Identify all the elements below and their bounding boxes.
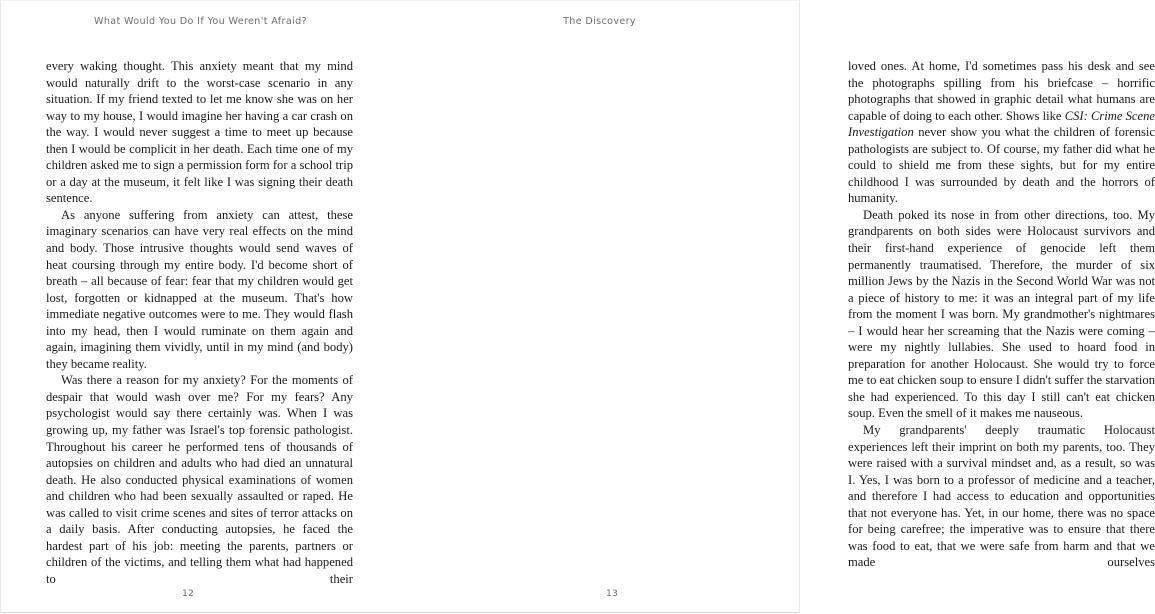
page-left	[1, 1, 400, 614]
page-right	[400, 1, 1155, 614]
running-head-left: What Would You Do If You Weren't Afraid?	[94, 16, 307, 27]
body-text-right	[848, 58, 1155, 571]
body-text-left	[46, 58, 353, 588]
page-number-left: 12	[181, 588, 195, 599]
paragraph-text-segment: never show you what the children of forensic pathologists are subject to. Of course, my father did what he could to shield me from these sights, but for my entire childhood I was surrounded by death and the horrors of humanity.	[848, 125, 1155, 206]
paragraph-text-segment: loved ones. At home, I'd sometimes pass his desk and see the photographs spilling from his briefcase – horrific photographs that showed in graphic detail what humans are capable of doing to each other. Shows like	[848, 59, 1155, 123]
paragraph: Death poked its nose in from other directions, too. My grandparents on both sides were Holocaust survivors and their first-hand experience of genocide left them permanently traumatised. Therefore, the murder of six million Jews by the Nazis in the Second World War was not a piece of history to me: it was an integral part of my life from the moment I was born. My grandmother's nightmares – I would hear her screaming that the Nazis were coming – were my nightly lullabies. She used to hoard food in preparation for another Holocaust. She would try to force me to eat chicken soup to ensure I didn't suffer the starvation she had experienced. To this day I still can't eat chicken soup. Even the smell of it makes me nauseous.	[848, 207, 1155, 421]
paragraph: every waking thought. This anxiety meant that my mind would naturally drift to the worst-case scenario in any situation. If my friend texted to let me know she was on her way to my house, I would imagine her having a car crash on the way. I would never suggest a time to meet up because then I would be complicit in her death. Each time one of my children asked me to sign a permission form for a school trip or a day at the museum, it felt like I was signing their death sentence.	[46, 59, 353, 206]
paragraph: My grandparents' deeply traumatic Holocaust experiences left their imprint on both my parents, too. They were raised with a survival mindset and, as a result, so was I. Yes, I was born to a professor of medicine and a teacher, and therefore I had access to education and opportunities that not everyone has. Yet, in our home, there was no space for being carefree; the imperative was to ensure that there was food to eat, that we were safe from harm and that we made ourselves	[848, 423, 1155, 570]
page-number-right: 13	[605, 588, 619, 599]
running-head-right: The Discovery	[563, 16, 636, 27]
show-title-italic: CSI: Crime Scene Investigation	[848, 108, 1155, 140]
paragraph	[848, 58, 1155, 207]
paragraph: As anyone suffering from anxiety can attest, these imaginary scenarios can have very real effects on the mind and body. Those intrusive thoughts would send waves of heat coursing through my entire body. I'd become short of breath – all because of fear: fear that my children would get lost, forgotten or kidnapped at the museum. That's how immediate negative outcomes were to me. They would flash into my head, then I would ruminate on them again and again, imagining them vividly, until in my mind (and body) they became reality.	[46, 207, 353, 371]
paragraph: Was there a reason for my anxiety? For the moments of despair that would wash over me? For my fears? Any psychologist would say there certainly was. When I was growing up, my father was Israel's top forensic pathologist. Throughout his career he performed tens of thousands of autopsies on children and adults who had died an unnatural death. He also conducted physical examinations of women and children who had been sexually assaulted or raped. He was called to visit crime scenes and sites of terror attacks on a daily basis. After conducting autopsies, he faced the hardest part of his job: meeting the parents, partners or children of the victims, and telling them what had happened to their	[46, 373, 353, 586]
